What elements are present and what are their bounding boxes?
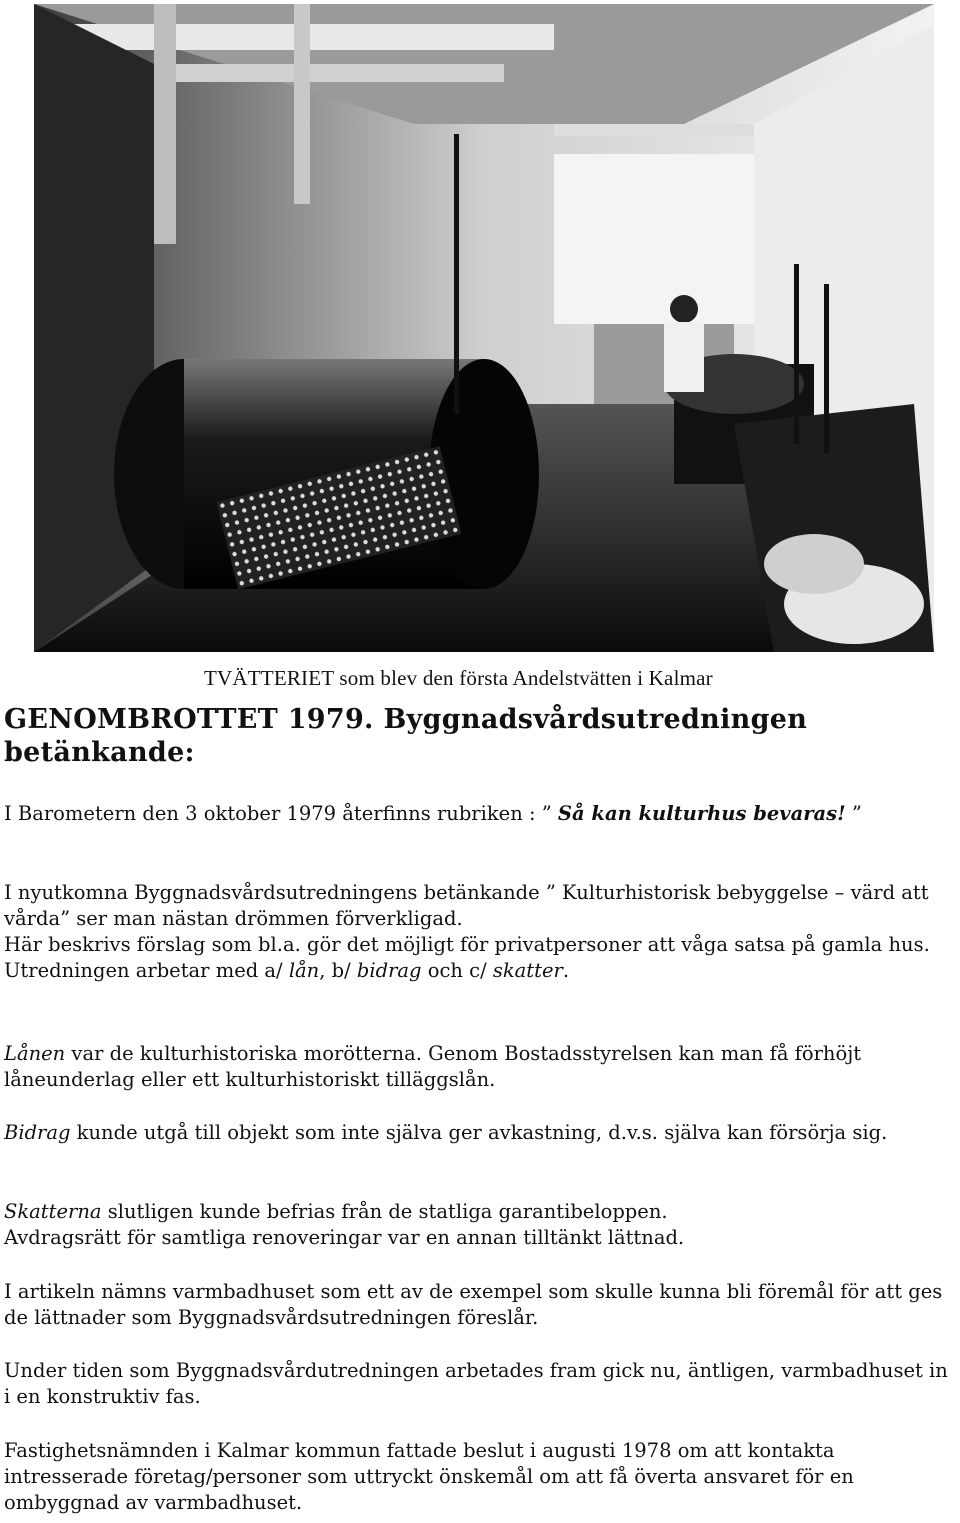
paragraph-fastighetsnamnden: Fastighetsnämnden i Kalmar kommun fattade beslut i augusti 1978 om att kontakta intresserade företag/personer som uttryckt önskemål om att få överta ansvaret för en ombyggnad av varmbadhuset. xyxy=(4,1439,854,1514)
laundry-photo xyxy=(34,4,934,652)
para1-line3-b: , b/ xyxy=(319,959,357,982)
paragraph-lanen xyxy=(4,1041,949,1093)
bidrag-term: Bidrag xyxy=(4,1121,71,1144)
intro-quote-close: ” xyxy=(845,802,862,825)
lanen-text: var de kulturhistoriska morötterna. Genom Bostadsstyrelsen kan man få förhöjt låneunderlag eller ett kulturhistoriskt tilläggslån. xyxy=(4,1042,862,1091)
photo-caption: TVÄTTERIET som blev den första Andelstvätten i Kalmar xyxy=(204,666,713,690)
bidrag-text: kunde utgå till objekt som inte själva ger avkastning, d.v.s. själva kan försörja sig. xyxy=(70,1121,888,1144)
intro-text: I Barometern den 3 oktober 1979 återfinns rubriken : ” xyxy=(4,802,558,825)
para1-line3-end: . xyxy=(562,959,570,982)
para1-line2: Här beskrivs förslag som bl.a. gör det möjligt för privatpersoner att våga satsa på gamla hus. xyxy=(4,933,930,956)
paragraph-artikel: I artikeln nämns varmbadhuset som ett av de exempel som skulle kunna bli föremål för att ges de lättnader som Byggnadsvårdsutredningen föreslår. xyxy=(4,1280,943,1329)
para1-bidrag: bidrag xyxy=(356,959,422,982)
para1-line1: I nyutkomna Byggnadsvårdsutredningens betänkande ” Kulturhistorisk bebyggelse – värd att vårda” ser man nästan drömmen förverkligad. xyxy=(4,881,929,930)
paragraph-under-tiden: Under tiden som Byggnadsvårdutredningen arbetades fram gick nu, äntligen, varmbadhuset in i en konstruktiv fas. xyxy=(4,1359,948,1408)
lanen-term: Lånen xyxy=(4,1042,66,1065)
skatterna-line2: Avdragsrätt för samtliga renoveringar var en annan tilltänkt lättnad. xyxy=(4,1226,685,1249)
paragraph-bidrag xyxy=(4,1120,949,1146)
skatterna-text: slutligen kunde befrias från de statliga garantibeloppen. xyxy=(101,1200,668,1223)
para1-skatter: skatter xyxy=(492,959,563,982)
para1-line3-a: Utredningen arbetar med a/ xyxy=(4,959,289,982)
intro-paragraph xyxy=(4,801,949,827)
para1-line3-c: och c/ xyxy=(421,959,493,982)
paragraph-skatterna xyxy=(4,1199,949,1251)
paragraph-betankande xyxy=(4,880,949,984)
intro-quote: Så kan kulturhus bevaras! xyxy=(557,802,846,825)
para1-lan: lån xyxy=(288,959,320,982)
skatterna-term: Skatterna xyxy=(4,1200,102,1223)
section-heading: GENOMBROTTET 1979. Byggnadsvårdsutredningen betänkande: xyxy=(4,704,808,768)
